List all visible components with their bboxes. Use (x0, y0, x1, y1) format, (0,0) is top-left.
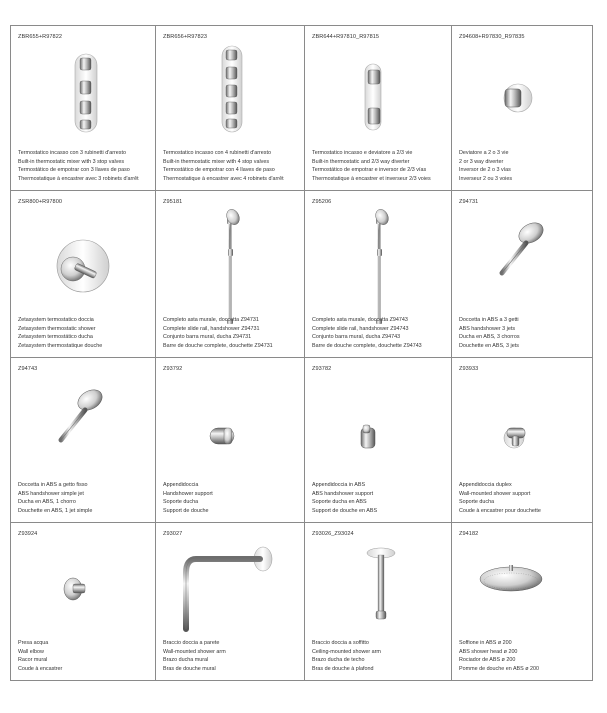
product-code: Z94182 (459, 531, 479, 537)
description-line: Pomme de douche en ABS ø 200 (459, 666, 540, 673)
description-line: Wall-mounted shower arm (163, 648, 226, 655)
description-line: Termostatico incasso con 3 rubinetti d'arresto (18, 149, 126, 156)
product-cell (452, 191, 592, 358)
product-code: Z93027 (163, 531, 183, 537)
description-line: Douchette en ABS, 3 jets (459, 343, 519, 350)
product-cell (305, 523, 452, 680)
description-line: ABS shower head ø 200 (459, 648, 518, 655)
product-cell (11, 523, 156, 680)
product-code: Z93933 (459, 366, 479, 372)
product-code: ZBR655+R97822 (18, 34, 63, 40)
product-grid (11, 26, 592, 680)
description-line: Built-in thermostatic mixer with 4 stop valves (163, 158, 270, 165)
product-cell (305, 191, 452, 358)
product-description (312, 149, 431, 184)
product-code: Z94731 (459, 199, 479, 205)
description-line: Support de douche en ABS (312, 508, 378, 515)
description-line: ABS handshower simple jet (18, 490, 84, 497)
product-description (18, 481, 92, 516)
product-code: Z95181 (163, 199, 183, 205)
product-cell (452, 26, 592, 191)
description-line: Ceiling-mounted shower arm (312, 648, 381, 655)
product-description (312, 316, 422, 351)
product-cell (305, 26, 452, 191)
product-cell (452, 523, 592, 680)
product-code: Z93924 (18, 531, 38, 537)
description-line: Brazo ducha mural (163, 657, 209, 664)
product-catalog-sheet (10, 25, 593, 681)
product-description (18, 316, 102, 351)
product-description (18, 639, 62, 674)
product-description (459, 481, 541, 516)
product-description (459, 639, 539, 674)
description-line: ABS handshower support (312, 490, 374, 497)
product-code: Z94743 (18, 366, 38, 372)
description-line: Appendidoccia (163, 481, 199, 488)
description-line: Rociador de ABS ø 200 (459, 657, 516, 664)
description-line: Deviatore a 2 o 3 vie (459, 149, 509, 156)
product-code: ZBR644+R97810_R97815 (312, 34, 380, 40)
description-line: Zetasystem termostático ducha (18, 334, 93, 341)
description-line: Ducha en ABS, 3 chorros (459, 334, 520, 341)
description-line: Thermostatique à encastrer avec 3 robinets d'arrêt (18, 176, 139, 183)
description-line: Handshower support (163, 490, 213, 497)
description-line: Termostatico incasso e deviatore a 2/3 vie (312, 149, 413, 156)
description-line: Barre de douche complete, douchette Z94743 (312, 343, 422, 350)
description-line: Wall elbow (18, 648, 44, 655)
description-line: Inversor de 2 o 3 vías (459, 167, 511, 174)
product-cell (452, 358, 592, 523)
description-line: Complete slide rail, handshower Z94743 (312, 325, 409, 332)
product-description (459, 316, 520, 351)
product-code: Z93026_Z93024 (312, 531, 354, 537)
product-cell (156, 26, 305, 191)
description-line: Barre de douche complete, douchette Z94731 (163, 343, 273, 350)
description-line: Soffione in ABS ø 200 (459, 639, 512, 646)
product-cell (305, 358, 452, 523)
description-line: Soporte ducha (459, 499, 495, 506)
description-line: ABS handshower 3 jets (459, 325, 516, 332)
description-line: Zetasystem thermostatique douche (18, 343, 103, 350)
description-line: Doccetta in ABS a 3 getti (459, 316, 519, 323)
description-line: 2 or 3 way diverter (459, 158, 504, 165)
description-line: Braccio doccia a soffitto (312, 639, 369, 646)
product-description (163, 481, 213, 516)
description-line: Conjunto barra mural, ducha Z94731 (163, 334, 252, 341)
description-line: Appendidoccia in ABS (312, 481, 366, 488)
product-cell (11, 358, 156, 523)
description-line: Support de douche (163, 508, 209, 515)
description-line: Completo asta murale, doccetta Z94731 (163, 316, 259, 323)
description-line: Soporte ducha en ABS (312, 499, 367, 506)
description-line: Built-in thermostatic mixer with 3 stop valves (18, 158, 125, 165)
product-code: Z93782 (312, 366, 332, 372)
description-line: Termostático de empotrar con 3 llaves de paso (18, 167, 130, 174)
product-description (459, 149, 512, 184)
description-line: Soporte ducha (163, 499, 199, 506)
product-code: ZBR656+R97823 (163, 34, 208, 40)
description-line: Wall-mounted shower support (459, 490, 531, 497)
description-line: Zetasystem thermostatic shower (18, 325, 96, 332)
description-line: Termostático de empotrar con 4 llaves de paso (163, 167, 275, 174)
product-code: Z95206 (312, 199, 332, 205)
description-line: Appendidoccia duplex (459, 481, 512, 488)
description-line: Coude à encastrer pour douchette (459, 508, 541, 515)
product-description (163, 316, 273, 351)
description-line: Thermostatique à encastrer avec 4 robinets d'arrêt (163, 176, 284, 183)
product-cell (156, 191, 305, 358)
product-description (312, 639, 381, 674)
product-code: Z93792 (163, 366, 183, 372)
description-line: Braccio doccia a parete (163, 639, 220, 646)
description-line: Thermostatique à encastrer et inverseur 2/3 voies (312, 176, 431, 183)
product-code: ZSR800+R97800 (18, 199, 63, 205)
description-line: Built-in thermostatic and 2/3 way diverter (312, 158, 410, 165)
description-line: Bras de douche à plafond (312, 666, 374, 673)
product-cell (156, 523, 305, 680)
product-code: Z94608+R97830_R97835 (459, 34, 525, 40)
description-line: Racor mural (18, 657, 48, 664)
description-line: Ducha en ABS, 1 chorro (18, 499, 76, 506)
description-line: Douchette en ABS, 1 jet simple (18, 508, 93, 515)
description-line: Completo asta murale, doccetta Z94743 (312, 316, 408, 323)
product-description (312, 481, 377, 516)
description-line: Conjunto barra mural, ducha Z94743 (312, 334, 401, 341)
description-line: Zetasystem termostatico doccia (18, 316, 94, 323)
description-line: Doccetta in ABS a getto fisso (18, 481, 88, 488)
product-description (18, 149, 139, 184)
description-line: Termostatico incasso con 4 rubinetti d'arresto (163, 149, 271, 156)
description-line: Complete slide rail, handshower Z94731 (163, 325, 260, 332)
product-cell (11, 26, 156, 191)
description-line: Termostático de empotrar e inversor de 2/3 vías (312, 167, 427, 174)
description-line: Presa acqua (18, 639, 49, 646)
product-cell (11, 191, 156, 358)
description-line: Brazo ducha de techo (312, 657, 365, 664)
product-description (163, 639, 226, 674)
product-description (163, 149, 284, 184)
description-line: Inverseur 2 ou 3 voies (459, 176, 513, 183)
description-line: Coude à encastrer (18, 666, 63, 673)
description-line: Bras de douche mural (163, 666, 216, 673)
product-cell (156, 358, 305, 523)
